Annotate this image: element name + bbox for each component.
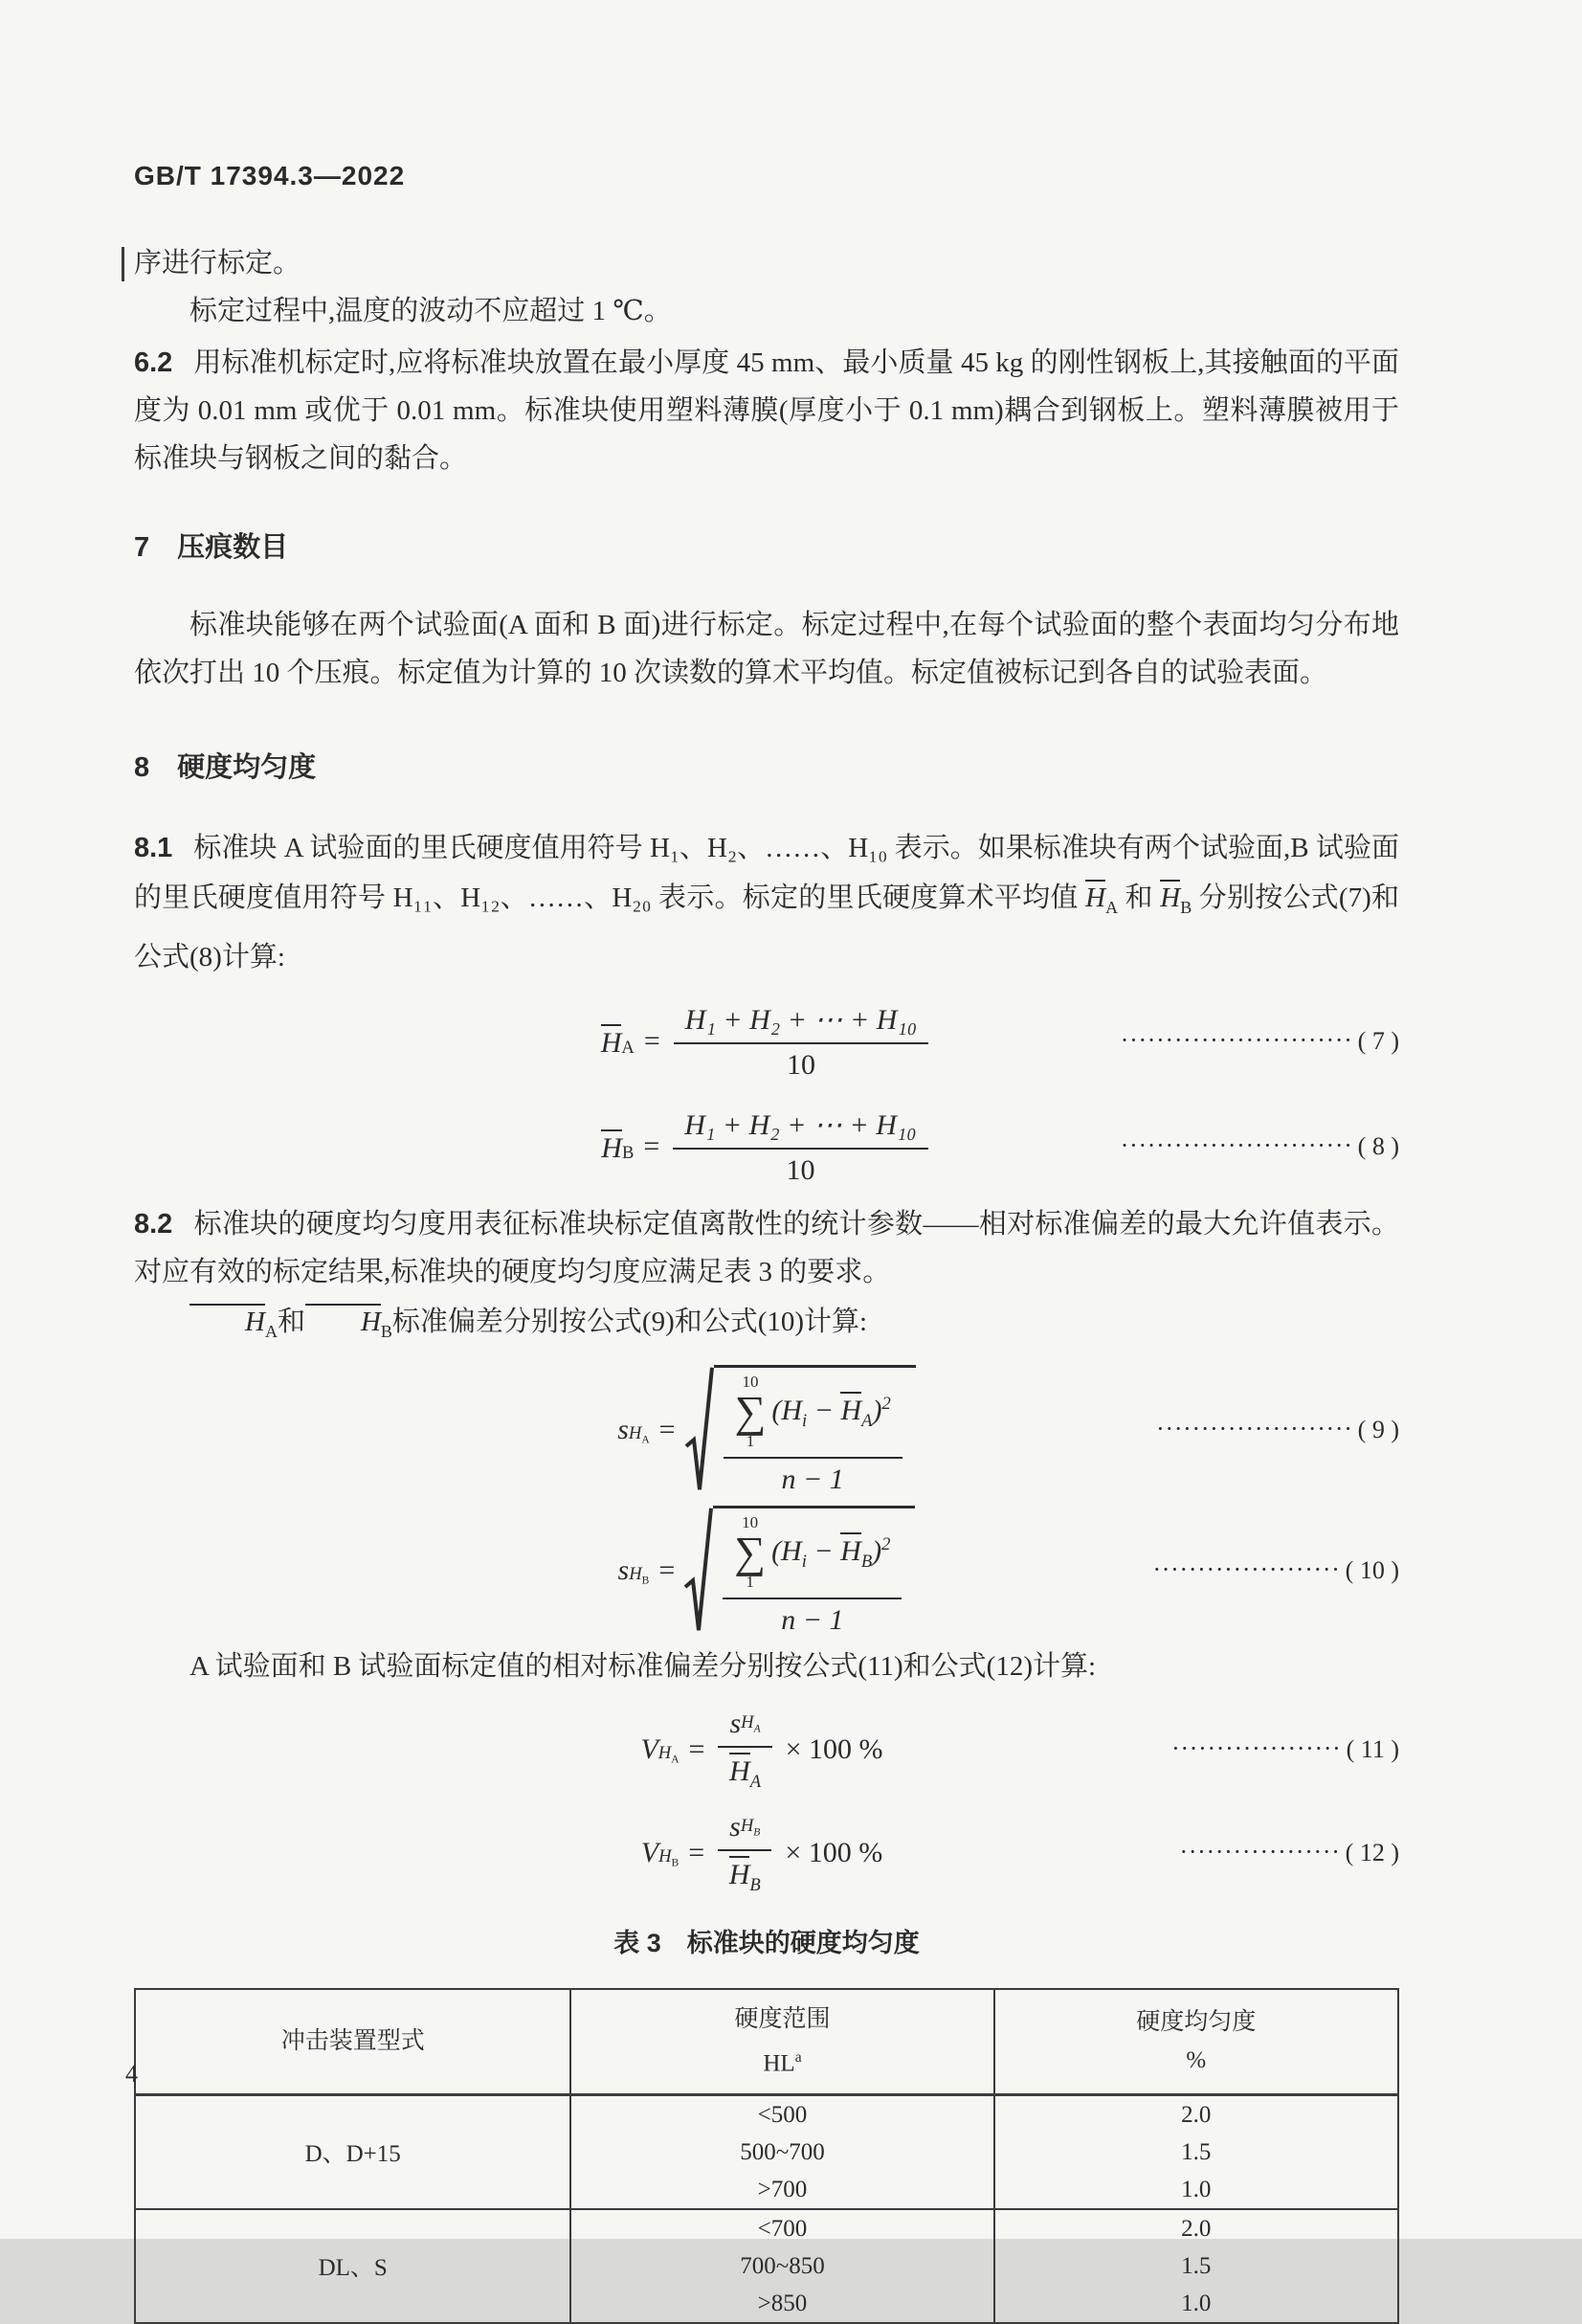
header-hardness-uniformity: 硬度均匀度 %	[994, 1989, 1398, 2095]
uniformity-cell-group	[994, 2094, 1398, 2209]
formula-9-label: ( 9 )	[1357, 1416, 1399, 1444]
paragraph-7: 标准块能够在两个试验面(A 面和 B 面)进行标定。标定过程中,在每个试验面的整个表面均匀分布地依次打出 10 个压痕。标定值为计算的 10 次读数的算术平均值。标定值被标记到各自的试验表面。	[134, 610, 1399, 688]
formula-10-number	[1154, 1556, 1399, 1585]
mean-HA-inline: H	[189, 1304, 265, 1336]
header-hardness-range: 硬度范围 $HL^a$	[570, 1989, 993, 2095]
formula-12-number	[1181, 1839, 1399, 1867]
section-heading-7: 7 压痕数目	[134, 532, 289, 563]
formula-9-fraction	[724, 1372, 902, 1496]
continuation-text: 序进行标定。	[134, 248, 301, 279]
formula-11-fraction: s $H_A$ $H_A$	[718, 1706, 771, 1793]
formula-10-lhs: s	[617, 1554, 630, 1587]
mean-HB-subscript: B	[1180, 897, 1192, 917]
equals-sign: =	[688, 1732, 705, 1765]
range-cell-group	[570, 2094, 993, 2209]
paragraph-8-1	[134, 823, 1399, 982]
formula-11: V $H_A$ = s $H_A$ $H_A$ × 100 %	[640, 1708, 883, 1793]
clause-text-6-2: 用标准机标定时,应将标准块放置在最小厚度 45 mm、最小质量 45 kg 的刚性钢板上,其接触面的平面度为 0.01 mm 或优于 0.01 mm。标准块使用塑料薄膜(厚度小于 0.1 mm)耦合到钢板上。塑料薄膜被用于标准块与钢板之间的黏合。	[134, 347, 1399, 474]
uniformity-value: 1.5	[1181, 2138, 1212, 2165]
formula-10: s $H_B$ = 10 ∑ 1 $(H_i - H_B)^2$ n − 1	[618, 1506, 916, 1637]
equals-sign: =	[688, 1836, 705, 1868]
radical-sign-icon	[684, 1506, 713, 1637]
formula-11-block	[134, 1706, 1399, 1794]
formula-7-number	[1122, 1027, 1399, 1056]
and-text: 和	[1118, 883, 1161, 913]
formula-8	[601, 1106, 931, 1187]
standard-number-header: GB/T 17394.3—2022	[134, 161, 406, 190]
range-value: <500	[757, 2101, 808, 2128]
header-impact-device: 冲击装置型式	[135, 1989, 570, 2095]
uniformity-value: 1.5	[1181, 2252, 1212, 2279]
mean-HA-subscript: A	[1105, 897, 1119, 917]
paragraph-continuation	[134, 239, 1399, 287]
formula-8-fraction	[673, 1106, 927, 1187]
range-cell-group	[570, 2209, 993, 2323]
formula-7	[601, 1001, 932, 1082]
uniformity-value: 1.0	[1181, 2290, 1212, 2316]
formula-11-label: ( 11 )	[1346, 1734, 1399, 1763]
dotted-leader: ·····················	[1153, 1560, 1342, 1581]
mean-HA-subscript: A	[264, 1321, 278, 1341]
summation: 10 ∑ 1	[734, 1512, 767, 1592]
uniformity-value: 2.0	[1181, 2101, 1212, 2128]
equals-sign: =	[658, 1554, 676, 1587]
clause-text-8-1a: 标准块 A 试验面的里氏硬度值用符号 H₁、H₂、……、H₁₀ 表示。如果标准块有两个试验面,B 试验面的里氏硬度值用符号 H₁₁、H₁₂、……、H₂₀ 表示。标定的里氏硬度算术平均值	[134, 833, 1399, 913]
formula-12-lhs: V	[640, 1836, 659, 1868]
device-type-cell: D、D+15	[135, 2094, 570, 2209]
formula-7-block	[134, 995, 1399, 1087]
formula-9-expression: $(H_i - H_A)^2$	[771, 1394, 891, 1432]
formula-8-numerator: H₁ + H₂ + ⋯ + H₁₀	[673, 1106, 927, 1150]
table-3-caption: 表 3 标准块的硬度均匀度	[613, 1928, 920, 1957]
sigma-icon: ∑	[734, 1528, 767, 1577]
range-value: >850	[757, 2290, 808, 2316]
uniformity-value: 2.0	[1181, 2215, 1212, 2242]
range-value: <700	[757, 2215, 808, 2242]
table-3	[134, 1988, 1399, 2324]
clause-label-6-2: 6.2	[134, 347, 173, 378]
paragraph-6-2	[134, 339, 1399, 482]
formula-9-denominator: n − 1	[781, 1463, 844, 1495]
change-marker-bar	[122, 247, 124, 281]
formula-12-tail: × 100 %	[785, 1836, 883, 1868]
range-value: >700	[757, 2176, 808, 2202]
clause-text-8-1b: 分别按公式(7)和公式(8)计算:	[134, 883, 1399, 972]
radical-sign-icon	[685, 1365, 714, 1496]
clause-text-8-2: 标准块的硬度均匀度用表征标准块标定值离散性的统计参数——相对标准偏差的最大允许值表示。对应有效的标定结果,标准块的硬度均匀度应满足表 3 的要求。	[134, 1208, 1399, 1287]
formula-10-denominator: n − 1	[781, 1603, 844, 1636]
square-root	[684, 1506, 915, 1637]
formula-12-block	[134, 1809, 1399, 1897]
formula-10-fraction	[723, 1512, 902, 1637]
table-row-group-dl	[135, 2209, 1398, 2323]
mean-HB-inline: H	[305, 1304, 381, 1336]
dotted-leader: ··························	[1121, 1135, 1354, 1156]
formula-8-lhs-sub: B	[621, 1142, 635, 1163]
formula-8-block	[134, 1101, 1399, 1193]
mean-HB-inline: H	[1160, 880, 1180, 912]
formula-12: V $H_B$ = s $H_B$ $H_B$ × 100 %	[640, 1811, 883, 1896]
dotted-leader: ······················	[1157, 1419, 1354, 1441]
formula-8-denominator: 10	[786, 1153, 815, 1186]
paragraph-11-12-intro: A 试验面和 B 试验面标定值的相对标准偏差分别按公式(11)和公式(12)计算:	[189, 1650, 1097, 1682]
mean-HB-subscript: B	[380, 1321, 392, 1341]
equals-sign: =	[643, 1024, 660, 1057]
formula-9-number	[1157, 1416, 1399, 1444]
table-row-group-d	[135, 2094, 1398, 2209]
table-header-row	[135, 1989, 1398, 2095]
range-value: 500~700	[740, 2138, 825, 2165]
equals-sign: =	[658, 1414, 676, 1446]
section-heading-8: 8 硬度均匀度	[134, 752, 317, 783]
paragraph-8-2b	[134, 1298, 1399, 1355]
formula-7-lhs: H	[600, 1027, 622, 1060]
formula-11-lhs: V	[640, 1732, 658, 1765]
formula-11-number	[1172, 1735, 1399, 1764]
footnote-a-marker: a	[794, 2048, 802, 2066]
formula-7-label: ( 7 )	[1357, 1026, 1399, 1055]
equals-sign: =	[643, 1129, 660, 1162]
formula-12-fraction: s $H_B$ $H_B$	[718, 1809, 771, 1896]
formula-10-block	[134, 1506, 1399, 1637]
summation: 10 ∑ 1	[734, 1372, 767, 1450]
clause-text-8-2b: 标准偏差分别按公式(9)和公式(10)计算:	[391, 1306, 868, 1337]
paragraph-temperature: 标定过程中,温度的波动不应超过 1 ℃。	[189, 296, 672, 326]
formula-7-fraction	[674, 1001, 928, 1082]
formula-8-lhs: H	[601, 1132, 622, 1165]
uniformity-value: 1.0	[1181, 2176, 1212, 2202]
formula-10-label: ( 10 )	[1345, 1556, 1399, 1585]
formula-12-label: ( 12 )	[1345, 1838, 1399, 1866]
formula-9: s $H_A$ = 10 ∑ 1 $(H_i - H_A)^2$ n − 1	[617, 1365, 916, 1496]
formula-7-numerator: H₁ + H₂ + ⋯ + H₁₀	[674, 1001, 928, 1044]
clause-label-8-2: 8.2	[134, 1208, 173, 1240]
formula-8-label: ( 8 )	[1357, 1131, 1399, 1160]
paragraph-8-2	[134, 1200, 1399, 1296]
formula-10-expression: $(H_i - H_B)^2$	[771, 1534, 891, 1573]
formula-9-lhs: s	[617, 1414, 629, 1446]
formula-7-denominator: 10	[787, 1048, 815, 1081]
dotted-leader: ···················	[1172, 1738, 1343, 1759]
sigma-icon: ∑	[734, 1387, 767, 1437]
uniformity-cell-group	[994, 2209, 1398, 2323]
square-root	[685, 1365, 916, 1496]
formula-11-tail: × 100 %	[785, 1732, 883, 1765]
formula-7-lhs-sub: A	[621, 1037, 635, 1058]
and-text: 和	[277, 1306, 305, 1337]
formula-9-block	[134, 1365, 1399, 1496]
mean-HA-inline: H	[1085, 880, 1105, 912]
formula-8-number	[1122, 1132, 1399, 1161]
clause-label-8-1: 8.1	[134, 833, 173, 863]
dotted-leader: ··················	[1180, 1842, 1342, 1863]
range-value: 700~850	[740, 2252, 825, 2279]
dotted-leader: ··························	[1121, 1030, 1354, 1051]
device-type-cell: DL、S	[135, 2209, 570, 2323]
page-number: 4	[125, 2060, 138, 2088]
